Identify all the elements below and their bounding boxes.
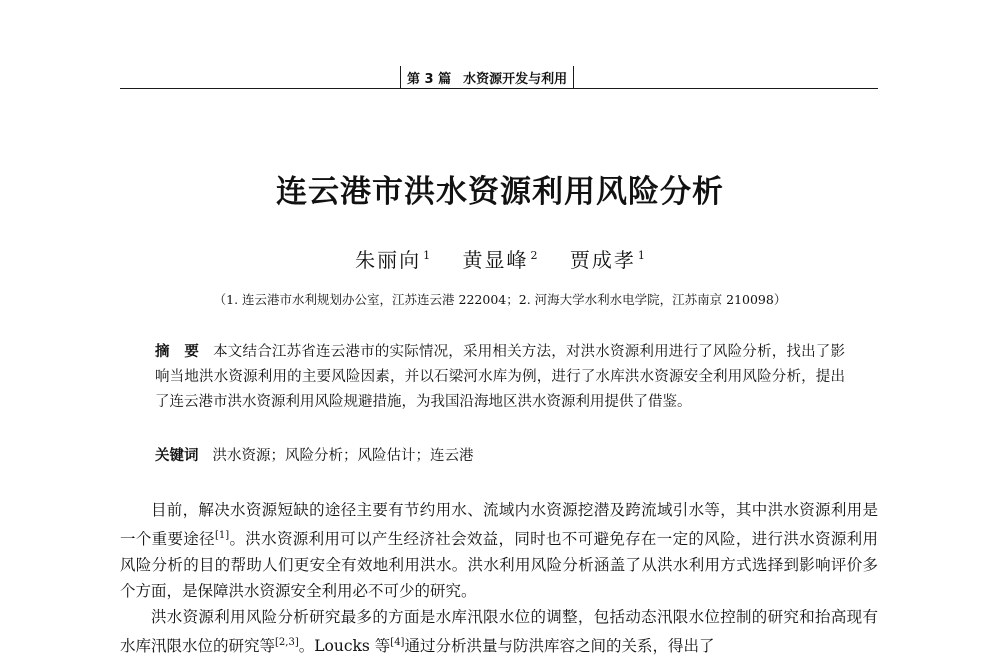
citation: [2,3] <box>275 637 299 648</box>
abstract-label: 摘 要 <box>155 344 200 360</box>
section-name: 水资源开发与利用 <box>463 71 568 87</box>
citation: [4] <box>390 637 405 648</box>
affiliation: （1. 连云港市水利规划办公室，江苏连云港 222004；2. 河海大学水利水电学院，江苏南京 210098） <box>213 292 787 307</box>
paper-title: 连云港市洪水资源利用风险分析 <box>276 174 724 210</box>
author: 朱丽向 $^1$ <box>355 248 431 272</box>
author: 黄显峰 $^2$ <box>462 248 538 272</box>
paragraph: 目前，解决水资源短缺的途径主要有节约用水、流域内水资源挖潜及跨流域引水等，其中洪水资源利用是一个重要途径[1]。洪水资源利用可以产生经济社会效益，同时也不可避免存在一定的风险，进行洪水资源利用风险分析的目的帮助人们更安全有效地利用洪水。洪水利用风险分析涵盖了从洪水利用方式选择到影响评价多个方面，是保障洪水资源安全利用必不可少的研究。 <box>120 501 878 600</box>
part-number: 第 3 篇 <box>407 71 452 87</box>
citation: [1] <box>214 530 230 541</box>
keywords-text: 洪水资源；风险分析；风险估计；连云港 <box>212 448 474 464</box>
keywords-label: 关键词 <box>155 448 199 464</box>
paragraph: 洪水资源利用风险分析研究最多的方面是水库汛限水位的调整，包括动态汛限水位控制的研究和抬高现有水库汛限水位的研究等[2,3]。Loucks 等[4]通过分析洪量与防洪库容之间的关系，得出了 <box>120 608 878 655</box>
header-rule <box>120 88 878 89</box>
author: 贾成孝 $^1$ <box>569 248 645 272</box>
running-header <box>400 66 574 88</box>
body-text <box>120 497 878 659</box>
author-list <box>0 244 1000 273</box>
abstract-text: 本文结合江苏省连云港市的实际情况，采用相关方法，对洪水资源利用进行了风险分析，找出了影响当地洪水资源利用的主要风险因素，并以石梁河水库为例，进行了水库洪水资源安全利用风险分析，提出了连云港市洪水资源利用风险规避措施，为我国沿海地区洪水资源利用提供了借鉴。 <box>155 344 846 410</box>
keywords <box>155 444 845 469</box>
abstract <box>155 340 845 415</box>
